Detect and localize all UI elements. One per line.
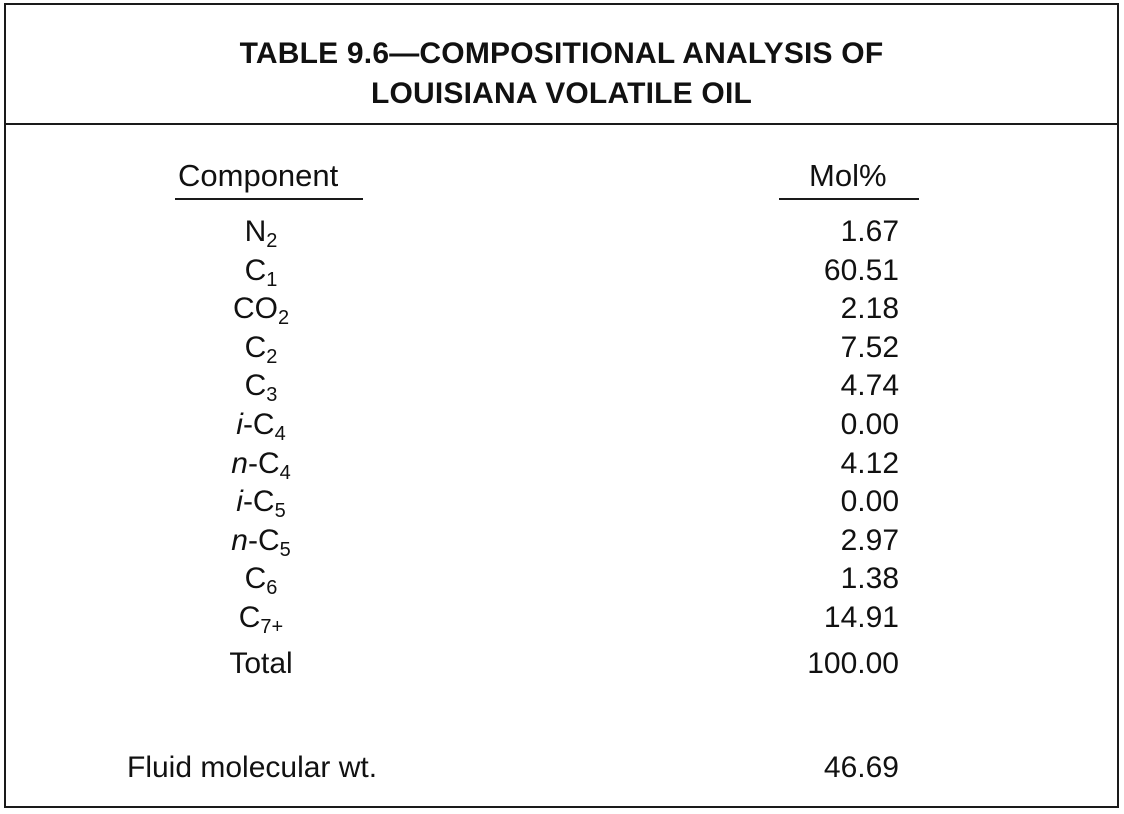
- component-molpct: 60.51: [823, 253, 899, 287]
- component-subscript: 4: [274, 423, 286, 445]
- component-subscript: 2: [266, 345, 278, 368]
- table-title-line-2: LOUISIANA VOLATILE OIL: [370, 77, 753, 110]
- component-name: [156, 523, 366, 561]
- component-formula: C: [244, 369, 267, 403]
- table-frame: [4, 3, 1119, 808]
- fluid-molecular-weight-label: Fluid molecular wt.: [127, 751, 378, 784]
- table-row: [6, 447, 1117, 485]
- component-formula: C: [244, 253, 267, 287]
- component-subscript: 7+: [260, 616, 284, 638]
- component-molpct: 7.52: [840, 330, 899, 364]
- table-row: [6, 254, 1117, 292]
- component-subscript: 4: [279, 461, 291, 484]
- table-row: [6, 215, 1117, 253]
- component-subscript: 6: [266, 577, 278, 600]
- component-molpct: 14.91: [823, 601, 899, 634]
- component-formula: CO: [232, 292, 278, 326]
- component-molpct: 2.97: [840, 523, 899, 557]
- table-row: [6, 292, 1117, 330]
- component-formula: -C: [247, 523, 280, 557]
- isomer-prefix: n: [231, 523, 248, 557]
- component-name: [156, 601, 366, 638]
- fluid-molecular-weight-value: 46.69: [823, 751, 899, 784]
- component-name: [156, 485, 366, 523]
- table-row: [6, 331, 1117, 369]
- table-title-line-1: TABLE 9.6—COMPOSITIONAL ANALYSIS OF: [239, 37, 884, 70]
- component-subscript: 1: [266, 268, 278, 291]
- component-molpct: 0.00: [840, 408, 899, 441]
- component-molpct: 2.18: [840, 292, 899, 326]
- component-molpct: 4.12: [840, 446, 899, 480]
- component-subscript: 2: [266, 230, 278, 252]
- table-row: [6, 524, 1117, 562]
- isomer-prefix: i: [236, 408, 243, 441]
- table-row: [6, 562, 1117, 600]
- component-formula: C: [244, 330, 267, 364]
- component-formula: C: [238, 601, 261, 634]
- component-molpct: 4.74: [840, 369, 899, 403]
- component-subscript: 5: [274, 500, 286, 523]
- component-subscript: 5: [279, 538, 291, 561]
- component-name: [156, 369, 366, 407]
- component-name: [156, 253, 366, 291]
- table-title-box: [6, 5, 1117, 125]
- isomer-prefix: i: [236, 485, 243, 519]
- table-row: [6, 408, 1117, 446]
- component-molpct: 1.67: [840, 215, 899, 248]
- total-value: 100.00: [807, 647, 899, 680]
- total-row: [6, 647, 1117, 685]
- table-row: [6, 485, 1117, 523]
- component-formula: C: [244, 562, 267, 596]
- component-formula: -C: [247, 446, 280, 480]
- component-subscript: 2: [277, 307, 290, 330]
- component-formula: -C: [242, 485, 275, 519]
- component-subscript: 3: [266, 384, 278, 407]
- isomer-prefix: n: [231, 446, 248, 480]
- column-header-molpct-underline: [779, 198, 919, 200]
- column-header-molpct: Mol%: [809, 158, 887, 193]
- component-name: [156, 292, 366, 330]
- total-label: Total: [229, 647, 293, 680]
- component-molpct: 0.00: [840, 485, 899, 519]
- component-molpct: 1.38: [840, 562, 899, 596]
- table-row: [6, 601, 1117, 639]
- component-formula: N: [244, 215, 267, 248]
- fluid-molecular-weight-row: [6, 751, 1117, 789]
- component-name: [156, 562, 366, 600]
- column-header-component-underline: [175, 198, 363, 200]
- component-name: [156, 408, 366, 445]
- component-formula: -C: [242, 408, 275, 441]
- column-header-component: Component: [178, 158, 339, 193]
- component-name: [156, 330, 366, 368]
- component-name: [156, 446, 366, 484]
- table-row: [6, 369, 1117, 407]
- component-name: [156, 215, 366, 252]
